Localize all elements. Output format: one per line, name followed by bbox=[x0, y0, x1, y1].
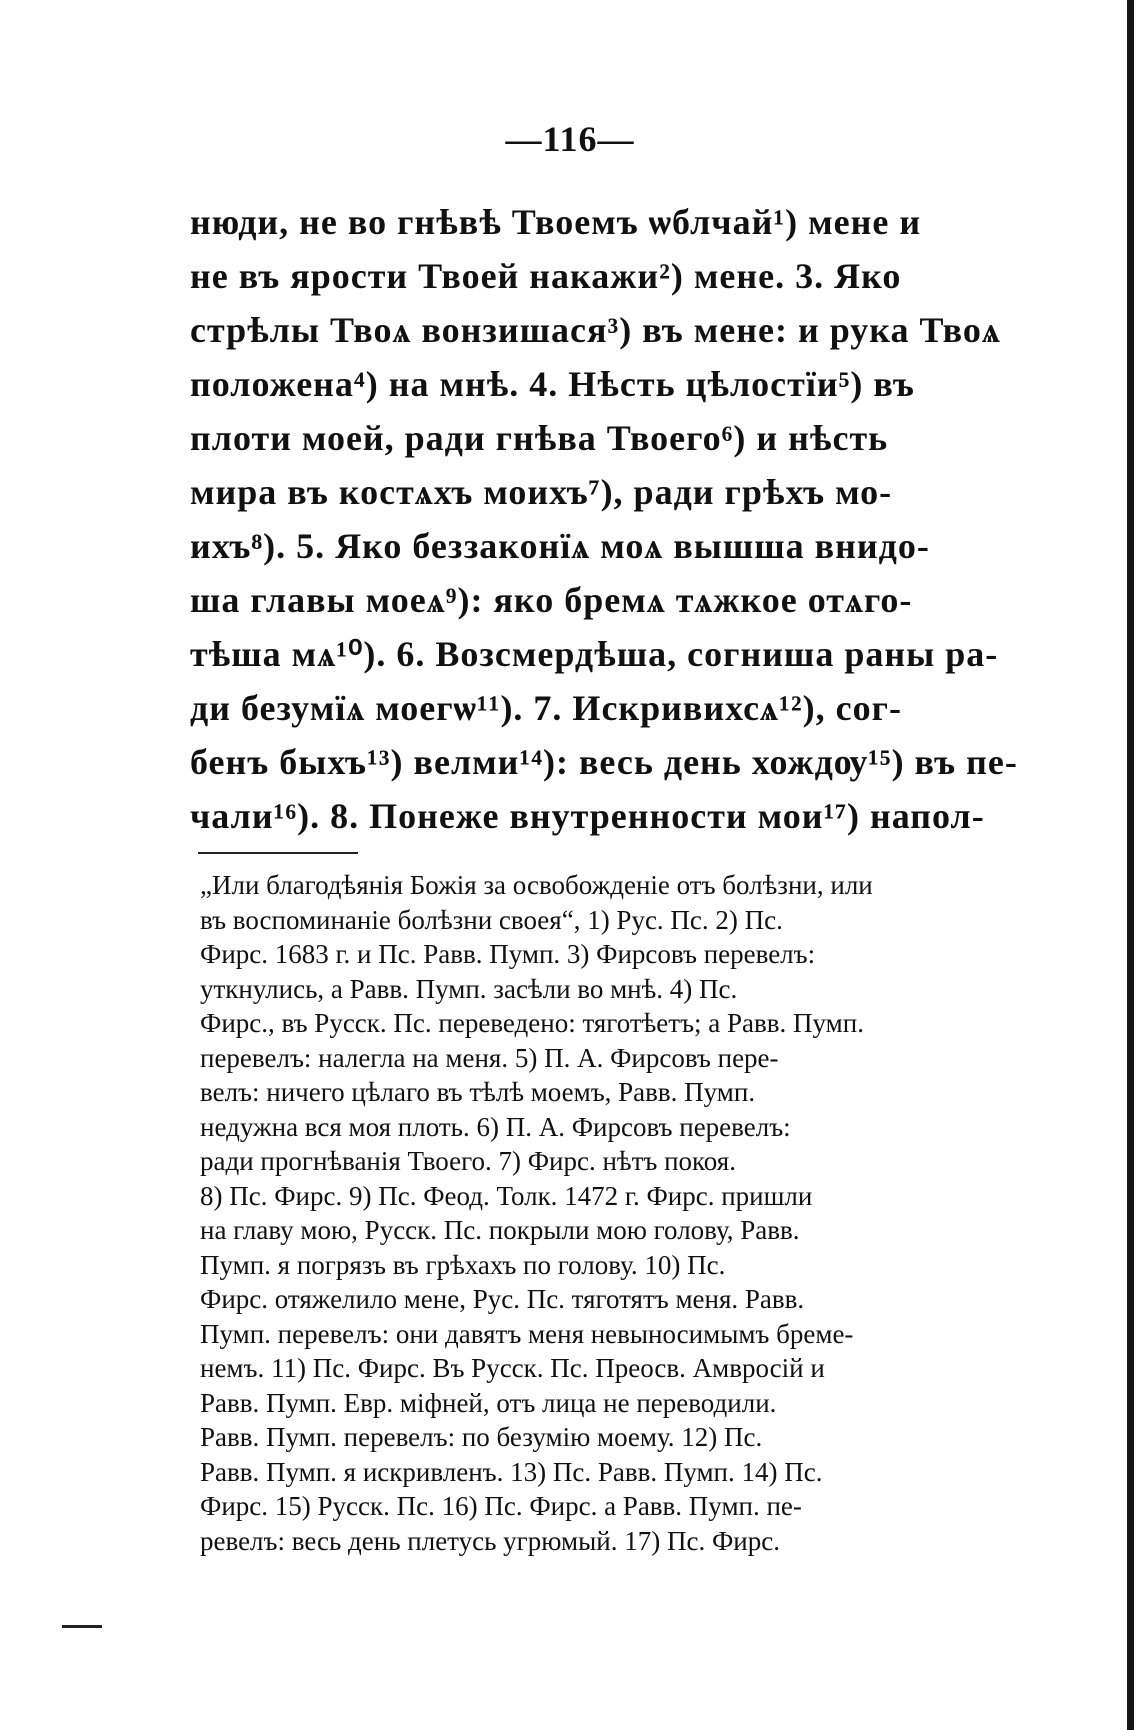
footnote-line: Фирс., въ Русск. Пс. переведено: тяготѣетъ; а Равв. Пумп. bbox=[200, 1008, 864, 1038]
footnote-line: Равв. Пумп. Евр. міфней, отъ лица не переводили. bbox=[200, 1387, 777, 1418]
footnote-line: ревелъ: весь день плетусь угрюмый. 17) Пс. Фирс. bbox=[200, 1525, 780, 1556]
footnote-line: Пумп. я погрязъ въ грѣхахъ по голову. 10) Пс. bbox=[200, 1249, 726, 1280]
main-text-line: чали¹⁶). 8. Понеже внутренности мои¹⁷) напол- bbox=[190, 796, 985, 836]
footnote-line: 8) Пс. Фирс. 9) Пс. Феод. Толк. 1472 г. Фирс. пришли bbox=[200, 1180, 813, 1211]
page-edge-shadow bbox=[1127, 0, 1134, 1730]
footnote-line: „Или благодѣянія Божія за освобожденіе отъ болѣзни, или bbox=[200, 870, 873, 900]
main-text-line: положена⁴) на мнѣ. 4. Нѣсть цѣлостїи⁵) въ bbox=[190, 364, 915, 404]
footnote-line: Фирс. отяжелило мене, Рус. Пс. тяготятъ меня. Равв. bbox=[200, 1284, 805, 1314]
footnote-line: Фирс. 15) Русск. Пс. 16) Пс. Фирс. а Равв. Пумп. пе- bbox=[200, 1491, 802, 1521]
footnote-line: на главу мою, Русск. Пс. покрыли мою голову, Равв. bbox=[200, 1215, 800, 1245]
footnote-line: Фирс. 1683 г. и Пс. Равв. Пумп. 3) Фирсовъ перевелъ: bbox=[200, 939, 816, 969]
main-text-line: ди безумїѧ моегѡ¹¹). 7. Искривихсѧ¹²), сог- bbox=[190, 688, 902, 728]
main-text-line: нюди, не во гнѣвѣ Твоемъ ѡблчай¹) мене и bbox=[190, 202, 922, 242]
footnote-line: въ воспоминаніе болѣзни своея“, 1) Рус. Пс. 2) Пс. bbox=[200, 904, 783, 935]
footnote-line: недужна вся моя плоть. 6) П. А. Фирсовъ перевелъ: bbox=[200, 1111, 791, 1142]
footnote-line: уткнулись, а Равв. Пумп. засѣли во мнѣ. 4) Пс. bbox=[200, 973, 738, 1004]
main-text-line: тѣша мѧ¹⁰). 6. Возсмердѣша, согниша раны ра- bbox=[190, 634, 999, 674]
footnote-line: Равв. Пумп. я искривленъ. 13) Пс. Равв. Пумп. 14) Пс. bbox=[200, 1456, 823, 1487]
main-text-line: ша главы моеѧ⁹): яко бремѧ тѧжкое отѧго- bbox=[190, 580, 913, 620]
main-text-line: не въ ярости Твоей накажи²) мене. 3. Яко bbox=[190, 256, 902, 296]
footnote-divider bbox=[198, 852, 358, 854]
main-text-line: стрѣлы Твоѧ вонзишася³) въ мене: и рука Твоѧ bbox=[190, 310, 1001, 350]
footnotes-block bbox=[200, 868, 1050, 1558]
footnote-line: Равв. Пумп. перевелъ: по безумію моему. 12) Пс. bbox=[200, 1422, 763, 1452]
main-text-block bbox=[190, 195, 1045, 843]
footnote-line: велъ: ничего цѣлаго въ тѣлѣ моемъ, Равв. Пумп. bbox=[200, 1077, 756, 1107]
main-text-line: бенъ быхъ¹³) велми¹⁴): весь день хождѹ¹⁵) въ пе- bbox=[190, 742, 1018, 782]
main-text-line: плоти моей, ради гнѣва Твоего⁶) и нѣсть bbox=[190, 418, 889, 458]
page-number: —116— bbox=[505, 119, 635, 159]
main-text-line: мира въ костѧхъ моихъ⁷), ради грѣхъ мо- bbox=[190, 472, 893, 512]
footnote-line: Пумп. перевелъ: они давятъ меня невыносимымъ бреме- bbox=[200, 1318, 854, 1349]
footnote-line: перевелъ: налегла на меня. 5) П. А. Фирсовъ пере- bbox=[200, 1042, 779, 1073]
main-text-line: ихъ⁸). 5. Яко беззаконїѧ моѧ вышша внидо- bbox=[190, 526, 930, 566]
footnote-line: ради прогнѣванія Твоего. 7) Фирс. нѣтъ покоя. bbox=[200, 1146, 736, 1176]
footnote-line: немъ. 11) Пс. Фирс. Въ Русск. Пс. Преосв. Амвросій и bbox=[200, 1353, 825, 1383]
bottom-margin-dash bbox=[62, 1625, 102, 1628]
